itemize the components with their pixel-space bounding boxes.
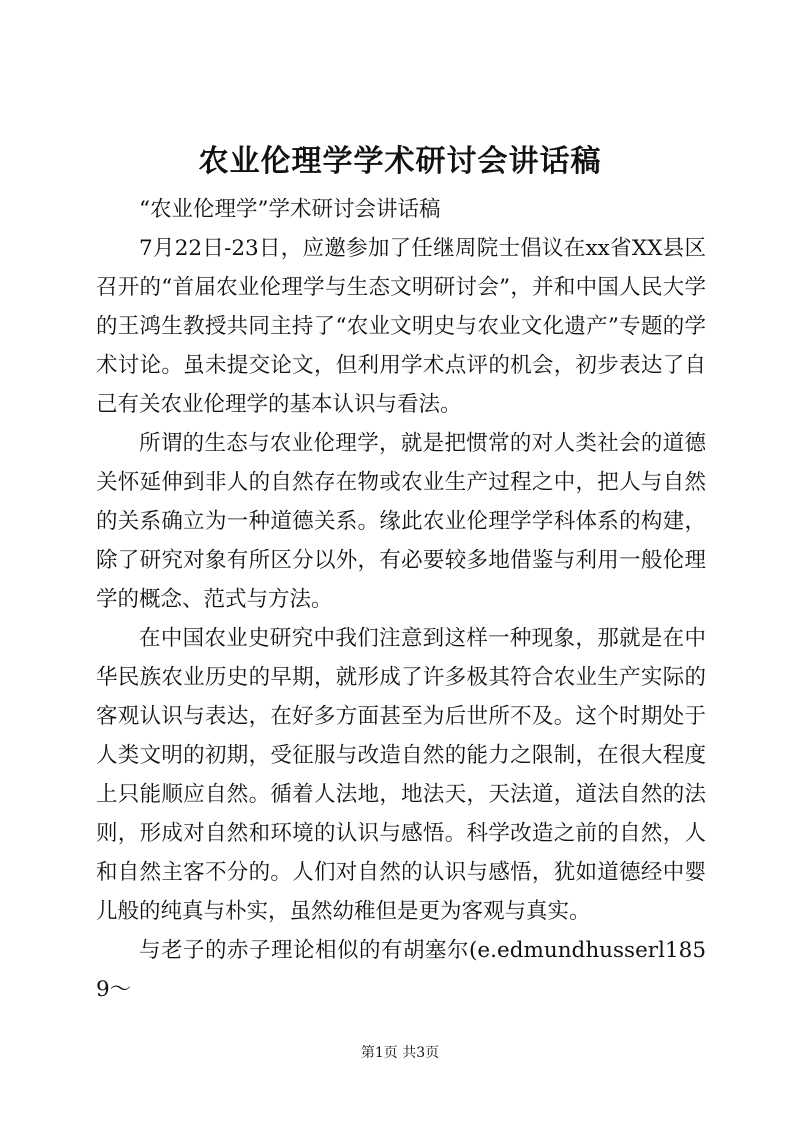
paragraph: 在中国农业史研究中我们注意到这样一种现象，那就是在中华民族农业历史的早期，就形成了许多极其符合农业生产实际的客观认识与表达，在好多方面甚至为后世所不及。这个时期处于人类文明的初期，受征服与改造自然的能力之限制，在很大程度上只能顺应自然。循着人法地，地法天，天法道，道法自然的法则，形成对自然和环境的认识与感悟。科学改造之前的自然，人和自然主客不分的。人们对自然的认识与感悟，犹如道德经中婴儿般的纯真与朴实，虽然幼稚但是更为客观与真实。	[96, 626, 706, 924]
paragraph: 所谓的生态与农业伦理学，就是把惯常的对人类社会的道德关怀延伸到非人的自然存在物或农业生产过程之中，把人与自然的关系确立为一种道德关系。缘此农业伦理学学科体系的构建，除了研究对象有所区分以外，有必要较多地借鉴与利用一般伦理学的概念、范式与方法。	[96, 431, 706, 612]
paragraph: 与老子的赤子理论相似的有胡塞尔(e.edmundhusserl1859～	[96, 938, 706, 1002]
paragraph: 7月22日-23日，应邀参加了任继周院士倡议在xx省XX县区召开的“首届农业伦理学与生态文明研讨会”，并和中国人民大学的王鸿生教授共同主持了“农业文明史与农业文化遗产”专题的学术讨论。虽未提交论文，但利用学术点评的机会，初步表达了自己有关农业伦理学的基本认识与看法。	[96, 236, 706, 417]
page-footer: 第1页 共3页	[360, 1045, 440, 1061]
paragraph: “农业伦理学”学术研讨会讲话稿	[139, 197, 441, 222]
document-title: 农业伦理学学术研讨会讲话稿	[198, 144, 602, 179]
document-body	[96, 190, 706, 1009]
